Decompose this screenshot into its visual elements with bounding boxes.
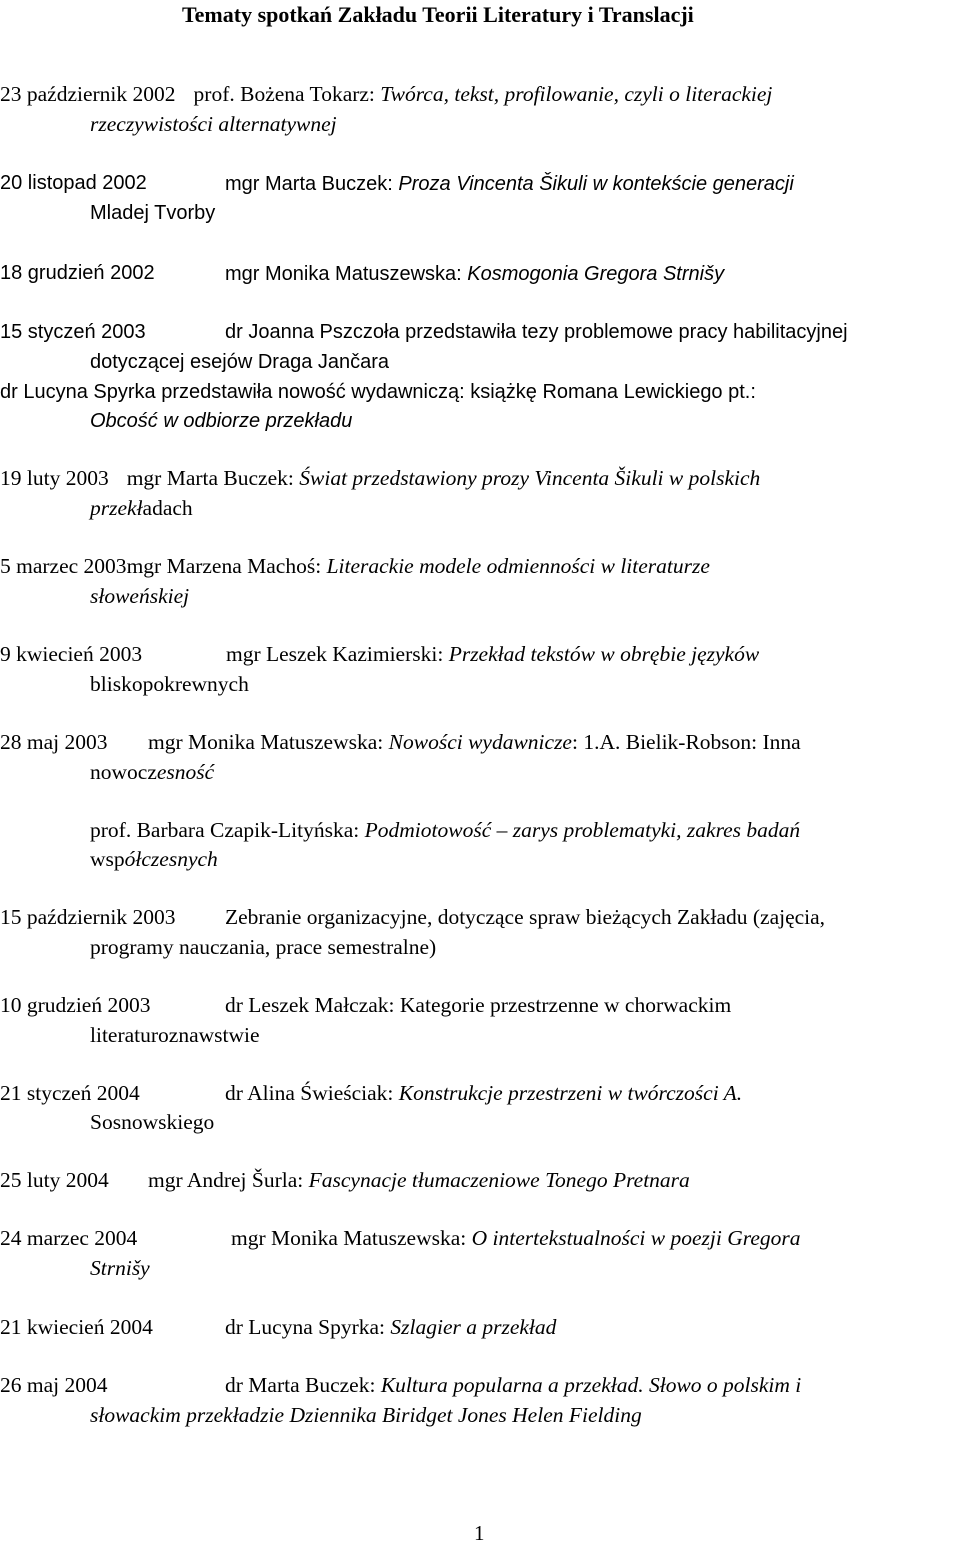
- entry-date: 25 luty 2004: [0, 1168, 109, 1192]
- entry-topic: Fascynacje tłumaczeniowe Tonego Pretnara: [308, 1168, 690, 1192]
- entry-topic: Kosmogonia Gregora Strnišy: [467, 263, 725, 285]
- page-title: Tematy spotkań Zakładu Teorii Literatury i Translacji: [182, 2, 694, 27]
- entry-topic-cont: nowoczesność: [90, 760, 215, 784]
- entry-topic: Szlagier a przekład: [390, 1315, 557, 1339]
- entry-speaker: dr Alina Świeściak:: [225, 1081, 399, 1105]
- entry-topic: Konstrukcje przestrzeni w twórczości A.: [398, 1081, 743, 1105]
- entry-date: 19 luty 2003: [0, 466, 109, 490]
- entry-date: 23 październik 2002: [0, 82, 176, 106]
- entry-topic: Podmiotowość – zarys problematyki, zakres badań: [364, 818, 801, 842]
- entry-line: [90, 815, 800, 845]
- entry-speaker: mgr Monika Matuszewska:: [231, 1226, 472, 1250]
- entry-line: [225, 258, 724, 289]
- entry-speaker-cont: dotyczącej esejów Draga Jančara: [90, 351, 390, 373]
- entry-speaker: mgr Marzena Machoś:: [126, 554, 327, 578]
- entry-topic: Twórca, tekst, profilowanie, czyli o literackiej: [380, 82, 773, 106]
- entry-topic-cont: rzeczywistości alternatywnej: [90, 112, 337, 136]
- entry-speaker: mgr Andrej Šurla:: [148, 1168, 309, 1192]
- entry-speaker-cont: literaturoznawstwie: [90, 1023, 260, 1047]
- entry-date: 24 marzec 2004: [0, 1226, 138, 1250]
- entry-line: [231, 1223, 800, 1253]
- entry-speaker: dr Joanna Pszczoła przedstawiła tezy problemowe pracy habilitacyjnej: [225, 321, 848, 343]
- entry-topic-cont: słoweńskiej: [90, 584, 190, 608]
- entry-date: 21 kwiecień 2004: [0, 1315, 153, 1339]
- entry-speaker: prof. Bożena Tokarz:: [193, 82, 381, 106]
- entry-extra: dr Lucyna Spyrka przedstawiła nowość wydawniczą: książkę Romana Lewickiego pt.:: [0, 381, 756, 403]
- entry-speaker: dr Leszek Małczak: Kategorie przestrzenne w chorwackim: [225, 993, 732, 1017]
- entry-topic: Przekład tekstów w obrębie języków: [448, 642, 760, 666]
- entry-date: 21 styczeń 2004: [0, 1081, 140, 1105]
- entry-speaker: dr Lucyna Spyrka:: [225, 1315, 391, 1339]
- entry-speaker: dr Marta Buczek:: [225, 1373, 381, 1397]
- entry-line: [0, 79, 772, 109]
- entry-topic: Literackie modele odmienności w literaturze: [326, 554, 710, 578]
- entry-speaker: mgr Monika Matuszewska:: [148, 730, 389, 754]
- entry-extra-cont: Obcość w odbiorze przekładu: [90, 410, 353, 432]
- entry-line: [225, 1312, 556, 1342]
- entry-line: [225, 168, 794, 199]
- entry-topic-cont: przekładach: [90, 496, 193, 520]
- entry-speaker: Zebranie organizacyjne, dotyczące spraw bieżących Zakładu (zajęcia,: [225, 905, 826, 929]
- entry-line: mgr Monika Matuszewska: Nowości wydawnicze: 1.A. Bielik-Robson: Inna: [148, 730, 801, 754]
- entry-date: 18 grudzień 2002: [0, 262, 155, 284]
- entry-topic-cont: współczesnych: [90, 847, 218, 871]
- entry-topic: Nowości wydawnicze: [388, 730, 572, 754]
- entry-topic: Świat przedstawiony prozy Vincenta Šikuli w polskich: [299, 466, 761, 490]
- entry-speaker: mgr Marta Buczek:: [225, 173, 399, 195]
- entry-topic-cont: Strnišy: [90, 1256, 150, 1280]
- entry-date: 26 maj 2004: [0, 1373, 108, 1397]
- entry-topic-cont: Sosnowskiego: [90, 1110, 215, 1134]
- entry-line: [225, 1078, 742, 1108]
- entry-speaker: mgr Leszek Kazimierski:: [226, 642, 449, 666]
- page-number: 1: [474, 1521, 485, 1545]
- entry-topic-cont: bliskopokrewnych: [90, 672, 249, 696]
- entry-date: 15 październik 2003: [0, 905, 176, 929]
- entry-topic: Proza Vincenta Šikuli w kontekście generacji: [398, 173, 794, 195]
- entry-date: 5 marzec 2003: [0, 554, 127, 578]
- entry-date: 28 maj 2003: [0, 730, 108, 754]
- entry-date: 10 grudzień 2003: [0, 993, 151, 1017]
- entry-line: [148, 1165, 690, 1195]
- entry-speaker-cont: programy nauczania, prace semestralne): [90, 935, 437, 959]
- entry-speaker: prof. Barbara Czapik-Lityńska:: [90, 818, 365, 842]
- entry-line: [225, 1370, 801, 1400]
- entry-topic: Kultura popularna a przekład. Słowo o polskim i: [380, 1373, 802, 1397]
- entry-line: [0, 551, 710, 581]
- entry-date: 15 styczeń 2003: [0, 321, 146, 343]
- entry-speaker: mgr Monika Matuszewska:: [225, 263, 468, 285]
- entry-line: [226, 639, 759, 669]
- entry-line: [0, 463, 760, 493]
- entry-date: 20 listopad 2002: [0, 172, 147, 194]
- entry-speaker: mgr Marta Buczek:: [126, 466, 300, 490]
- entry-date: 9 kwiecień 2003: [0, 642, 143, 666]
- entry-topic-cont: Mladej Tvorby: [90, 202, 216, 224]
- entry-topic-cont: słowackim przekładzie Dziennika Biridget Jones Helen Fielding: [90, 1403, 642, 1427]
- entry-topic: O intertekstualności w poezji Gregora: [471, 1226, 801, 1250]
